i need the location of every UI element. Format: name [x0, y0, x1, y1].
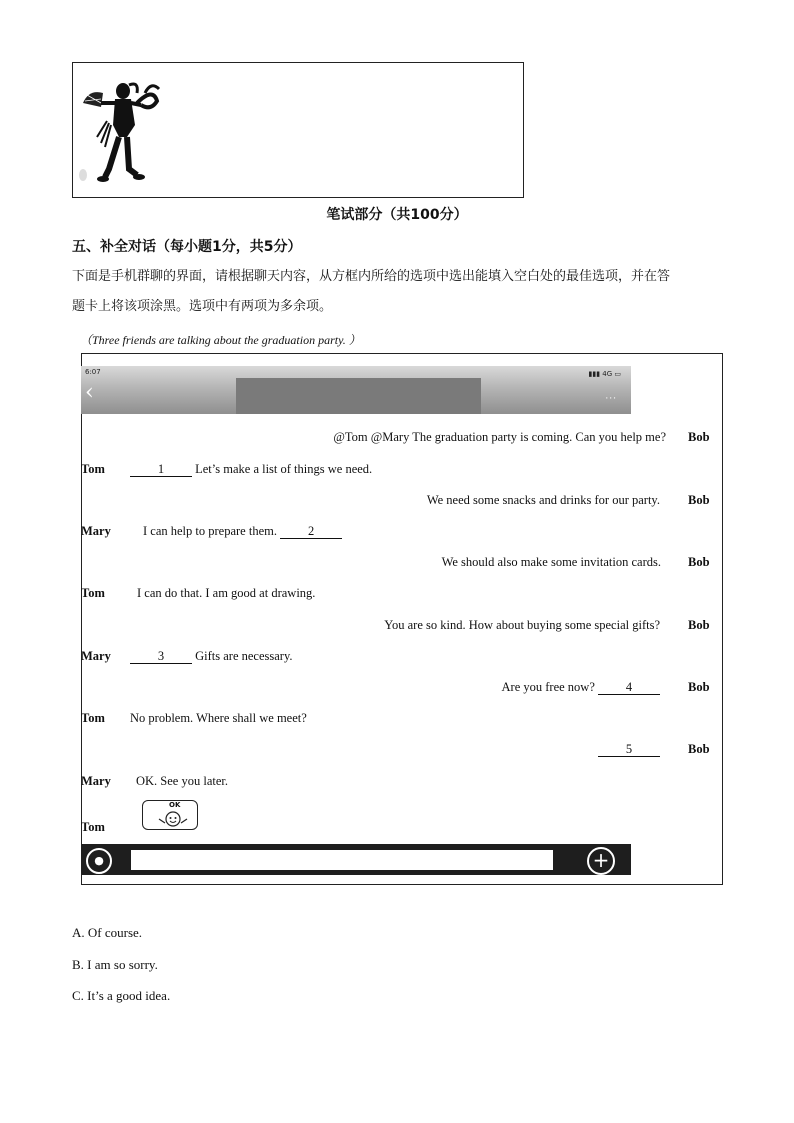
chat-message — [598, 742, 660, 757]
chat-message-text: Let’s make a list of things we need. — [195, 462, 373, 476]
dancer-illustration — [79, 77, 169, 197]
chat-message: No problem. Where shall we meet? — [130, 711, 307, 725]
speaker-name: Bob — [688, 555, 710, 569]
speaker-name: Bob — [688, 618, 710, 632]
dialogue-intro: （Three friends are talking about the graduation party. ） — [80, 333, 361, 347]
voice-icon[interactable]: ● — [86, 848, 112, 874]
option-b: B. I am so sorry. — [72, 957, 158, 972]
message-input[interactable] — [131, 850, 553, 870]
speaker-name: Bob — [688, 430, 710, 444]
chat-message — [130, 649, 293, 664]
instruction-line-2: 题卡上将该项涂黑。选项中有两项为多余项。 — [72, 299, 333, 314]
more-icon[interactable]: ··· — [605, 394, 617, 404]
illustration-box — [72, 62, 524, 198]
written-part-heading: 笔试部分（共100分） — [326, 207, 468, 223]
chat-message: You are so kind. How about buying some special gifts? — [384, 618, 660, 632]
speaker-name: Bob — [688, 680, 710, 694]
chat-message: We need some snacks and drinks for our party. — [426, 493, 660, 507]
chat-message — [130, 462, 372, 477]
blank-4[interactable]: 4 — [598, 681, 660, 695]
signal-battery-icon: ▮▮▮ 4G ▭ — [588, 370, 621, 378]
blank-3[interactable]: 3 — [130, 650, 192, 664]
sticker-label: OK — [169, 801, 181, 809]
speaker-name: Tom — [81, 586, 105, 600]
chat-message-text: Gifts are necessary. — [195, 649, 293, 663]
chat-message: OK. See you later. — [136, 774, 228, 788]
instruction-line-1: 下面是手机群聊的界面，请根据聊天内容，从方框内所给的选项中选出能填入空白处的最佳选项，并在答 — [72, 269, 671, 284]
back-chevron-icon[interactable]: ‹ — [85, 380, 94, 405]
speaker-name: Tom — [81, 711, 105, 725]
speaker-name: Bob — [688, 493, 710, 507]
blank-1[interactable]: 1 — [130, 463, 192, 477]
chat-message: I can do that. I am good at drawing. — [137, 586, 316, 600]
chat-message: @Tom @Mary The graduation party is coming. Can you help me? — [333, 430, 666, 444]
status-time: 6:07 — [85, 368, 101, 376]
plus-icon[interactable]: + — [587, 847, 615, 875]
phone-top-bar — [81, 366, 631, 414]
speaker-name: Tom — [81, 820, 105, 834]
phone-input-bar — [81, 844, 631, 875]
chat-message: We should also make some invitation cards. — [441, 555, 661, 569]
speaker-name: Mary — [81, 649, 111, 663]
option-a: A. Of course. — [72, 925, 143, 940]
speaker-name: Mary — [81, 774, 111, 788]
speaker-name: Bob — [688, 742, 710, 756]
blank-2[interactable]: 2 — [280, 525, 342, 539]
ok-sticker — [142, 800, 198, 830]
chat-message-text: I can help to prepare them. — [143, 524, 277, 538]
speaker-name: Tom — [81, 462, 105, 476]
chat-message — [502, 680, 660, 695]
blank-5[interactable]: 5 — [598, 743, 660, 757]
speaker-name: Mary — [81, 524, 111, 538]
section-title: 五、补全对话（每小题1分，共5分） — [72, 239, 302, 255]
group-name-mask — [236, 378, 481, 414]
option-c: C. It’s a good idea. — [72, 988, 171, 1003]
chat-message — [143, 524, 342, 539]
chat-message-text: Are you free now? — [501, 680, 595, 694]
